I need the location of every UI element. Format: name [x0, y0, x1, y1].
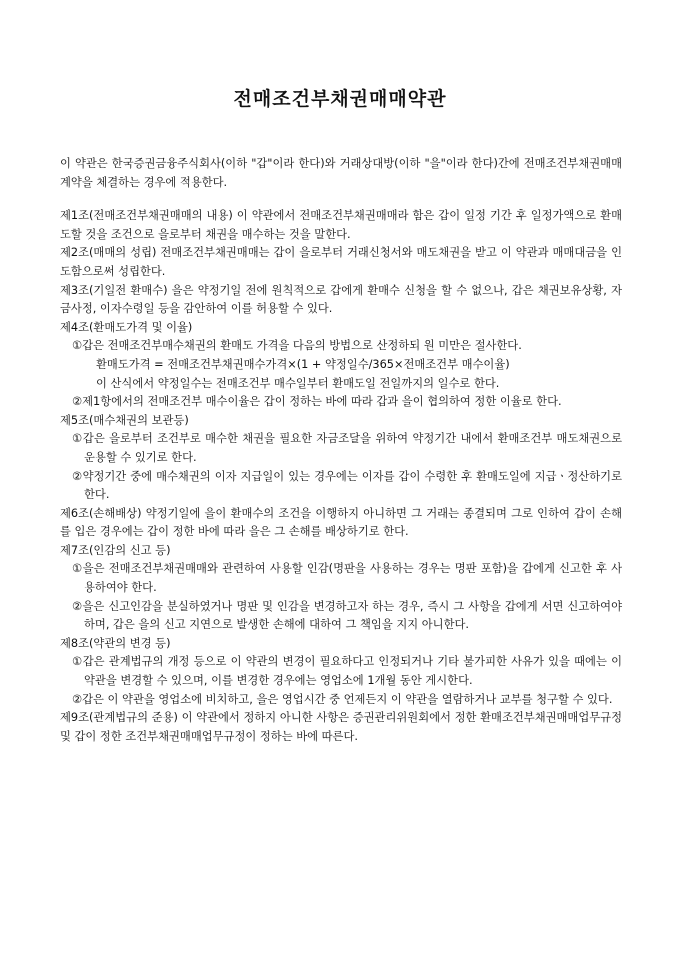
article-7-clauses [60, 560, 622, 634]
article-4-clause-1: ①갑은 전매조건부매수채권의 환매도 가격을 다음의 방법으로 산정하되 원 미만은 절사한다. [72, 339, 522, 353]
document-title: 전매조건부채권매매약관 [233, 88, 447, 110]
spacer [60, 192, 622, 207]
article-4-clauses [60, 337, 622, 411]
article-5-clause-1: ①갑은 을로부터 조건부로 매수한 채권을 필요한 자금조달을 위하여 약정기간 내에서 환매조건부 매도채권으로 운용할 수 있기로 한다. [72, 432, 622, 464]
article-3: 제3조(기일전 환매수) 을은 약정기일 전에 원칙적으로 갑에게 환매수 신청을 할 수 없으나, 갑은 채권보유상황, 자금사정, 이자수령일 등을 감안하여 이를 허용할 수 있다. [60, 283, 622, 316]
article-8-clause-1: ①갑은 관계법규의 개정 등으로 이 약관의 변경이 필요하다고 인정되거나 기타 불가피한 사유가 있을 때에는 이 약관을 변경할 수 있으며, 이를 변경한 경우에는 영업소에 1개월 동안 게시한다. [72, 655, 622, 688]
article-4-formula: 환매도가격 = 전매조건부채권매수가격×(1 + 약정일수/365×전매조건부 매수이율) [96, 357, 510, 371]
article-7-heading: 제7조(인감의 신고 등) [60, 543, 171, 557]
article-1: 제1조(전매조건부채권매매의 내용) 이 약관에서 전매조건부채권매매라 함은 갑이 일정 기간 후 일정가액으로 환매도할 것을 조건으로 을로부터 채권을 매수하는 것을 말한다. [60, 209, 622, 241]
article-4-clause-2: ②제1항에서의 전매조건부 매수이율은 갑이 정하는 바에 따라 갑과 을이 협의하여 정한 이율로 한다. [72, 395, 562, 409]
article-5-clauses [60, 430, 622, 504]
article-4-note: 이 산식에서 약정일수는 전매조건부 매수일부터 환매도일 전일까지의 일수로 한다. [96, 376, 500, 390]
article-5-heading: 제5조(매수채권의 보관등) [60, 413, 189, 427]
article-8-clauses [60, 653, 622, 709]
intro-paragraph: 이 약관은 한국증권금융주식회사(이하 "갑"이라 한다)와 거래상대방(이하 "을"이라 한다)간에 전매조건부채권매매 계약을 체결하는 경우에 적용한다. [60, 157, 622, 189]
article-6: 제6조(손해배상) 약정기일에 을이 환매수의 조건을 이행하지 아니하면 그 거래는 종결되며 그로 인하여 갑이 손해를 입은 경우에는 갑이 정한 바에 따라 을은 그 손해를 배상하기로 한다. [60, 506, 622, 539]
article-4-heading: 제4조(환매도가격 및 이율) [60, 320, 193, 334]
article-8-heading: 제8조(약관의 변경 등) [60, 636, 171, 650]
article-2: 제2조(매매의 성립) 전매조건부채권매매는 갑이 을로부터 거래신청서와 매도채권을 받고 이 약관과 매매대금을 인도함으로써 성립한다. [60, 246, 622, 278]
article-7-clause-1: ①을은 전매조건부채권매매와 관련하여 사용할 인감(명판을 사용하는 경우는 명판 포함)을 갑에게 신고한 후 사용하여야 한다. [72, 562, 622, 595]
article-7-clause-2: ②을은 신고인감을 분실하였거나 명판 및 인감을 변경하고자 하는 경우, 즉시 그 사항을 갑에게 서면 신고하여야 하며, 갑은 을의 신고 지연으로 발생한 손해에 대하여 그 책임을 지지 아니한다. [72, 599, 622, 632]
document-body [60, 155, 622, 746]
article-5-clause-2: ②약정기간 중에 매수채권의 이자 지급일이 있는 경우에는 이자를 갑이 수령한 후 환매도일에 지급ㆍ정산하기로 한다. [72, 469, 622, 502]
article-8-clause-2: ②갑은 이 약관을 영업소에 비치하고, 을은 영업시간 중 언제든지 이 약관을 열람하거나 교부를 청구할 수 있다. [72, 692, 613, 706]
article-9: 제9조(관계법규의 준용) 이 약관에서 정하지 아니한 사항은 증권관리위원회에서 정한 환매조건부채권매매업무규정 및 갑이 정한 조건부채권매매업무규정이 정하는 바에 따른다. [60, 711, 622, 743]
